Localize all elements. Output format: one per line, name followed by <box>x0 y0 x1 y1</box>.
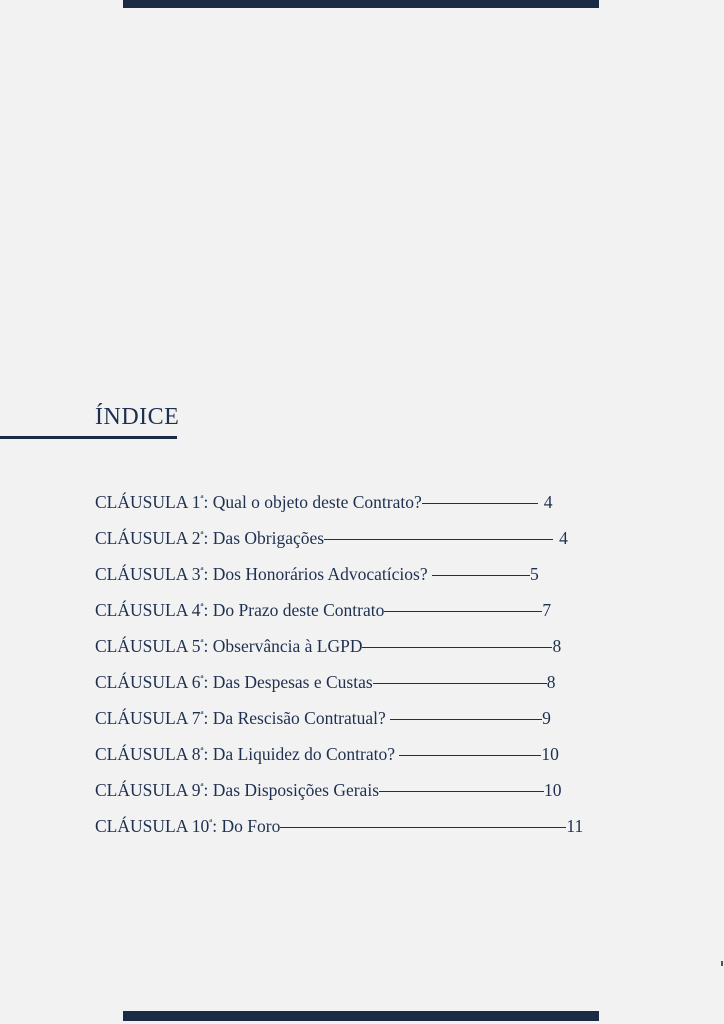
toc-entry-5[interactable] <box>95 633 615 669</box>
toc-ordinal: ª <box>200 709 204 721</box>
table-of-contents <box>95 489 615 849</box>
edge-mark <box>721 961 723 966</box>
toc-ordinal: ª <box>200 781 204 793</box>
toc-page-number: 8 <box>552 636 562 656</box>
toc-entry-7[interactable] <box>95 705 615 741</box>
toc-clause-label: CLÁUSULA 4 <box>95 600 201 620</box>
toc-leader <box>399 754 541 756</box>
toc-entry-4[interactable] <box>95 597 615 633</box>
toc-entry-8[interactable] <box>95 741 615 777</box>
title-underline <box>0 436 177 439</box>
toc-topic: : Observância à LGPD <box>203 636 363 656</box>
toc-topic: : Dos Honorários Advocatícios? <box>203 564 432 584</box>
toc-page-number: 11 <box>566 816 584 836</box>
toc-leader <box>379 790 544 792</box>
toc-leader <box>362 646 552 648</box>
index-title: ÍNDICE <box>95 404 180 430</box>
toc-ordinal: ª <box>200 673 204 685</box>
toc-entry-2[interactable] <box>95 525 615 561</box>
toc-ordinal: ª <box>200 745 204 757</box>
toc-topic: : Das Disposições Gerais <box>203 780 379 800</box>
toc-leader <box>384 610 542 612</box>
toc-clause-label: CLÁUSULA 9 <box>95 780 201 800</box>
toc-leader <box>422 502 538 504</box>
toc-entry-1[interactable] <box>95 489 615 525</box>
toc-clause-label: CLÁUSULA 1 <box>95 492 201 512</box>
toc-ordinal: ª <box>209 817 213 829</box>
toc-page-number: 4 <box>543 492 553 512</box>
toc-topic: : Das Despesas e Custas <box>203 672 373 692</box>
toc-ordinal: ª <box>200 529 204 541</box>
toc-leader <box>390 718 542 720</box>
toc-ordinal: ª <box>200 493 204 505</box>
toc-leader <box>373 682 547 684</box>
bottom-decorative-bar <box>123 1011 599 1021</box>
toc-topic: : Da Rescisão Contratual? <box>203 708 391 728</box>
toc-clause-label: CLÁUSULA 6 <box>95 672 201 692</box>
toc-entry-10[interactable] <box>95 813 615 849</box>
toc-entry-6[interactable] <box>95 669 615 705</box>
toc-leader <box>280 826 566 828</box>
toc-ordinal: ª <box>200 637 204 649</box>
toc-page-number: 4 <box>559 528 568 548</box>
toc-topic: : Qual o objeto deste Contrato? <box>203 492 422 512</box>
toc-page-number: 10 <box>541 744 559 764</box>
toc-page-number: 8 <box>546 672 556 692</box>
toc-page-number: 5 <box>529 564 539 584</box>
toc-clause-label: CLÁUSULA 3 <box>95 564 201 584</box>
toc-page-number: 10 <box>544 780 562 800</box>
top-decorative-bar <box>123 0 599 8</box>
toc-topic: : Da Liquidez do Contrato? <box>203 744 400 764</box>
toc-entry-3[interactable] <box>95 561 615 597</box>
toc-page-number: 7 <box>542 600 552 620</box>
toc-clause-label: CLÁUSULA 10 <box>95 816 210 836</box>
toc-topic: : Do Foro <box>212 816 281 836</box>
toc-ordinal: ª <box>200 565 204 577</box>
toc-clause-label: CLÁUSULA 8 <box>95 744 201 764</box>
toc-clause-label: CLÁUSULA 5 <box>95 636 201 656</box>
toc-leader <box>324 538 553 540</box>
toc-entry-9[interactable] <box>95 777 615 813</box>
toc-ordinal: ª <box>200 601 204 613</box>
toc-leader <box>432 574 530 576</box>
toc-clause-label: CLÁUSULA 7 <box>95 708 201 728</box>
toc-page-number: 9 <box>542 708 551 728</box>
toc-topic: : Do Prazo deste Contrato <box>203 600 385 620</box>
toc-topic: : Das Obrigações <box>203 528 325 548</box>
toc-clause-label: CLÁUSULA 2 <box>95 528 201 548</box>
